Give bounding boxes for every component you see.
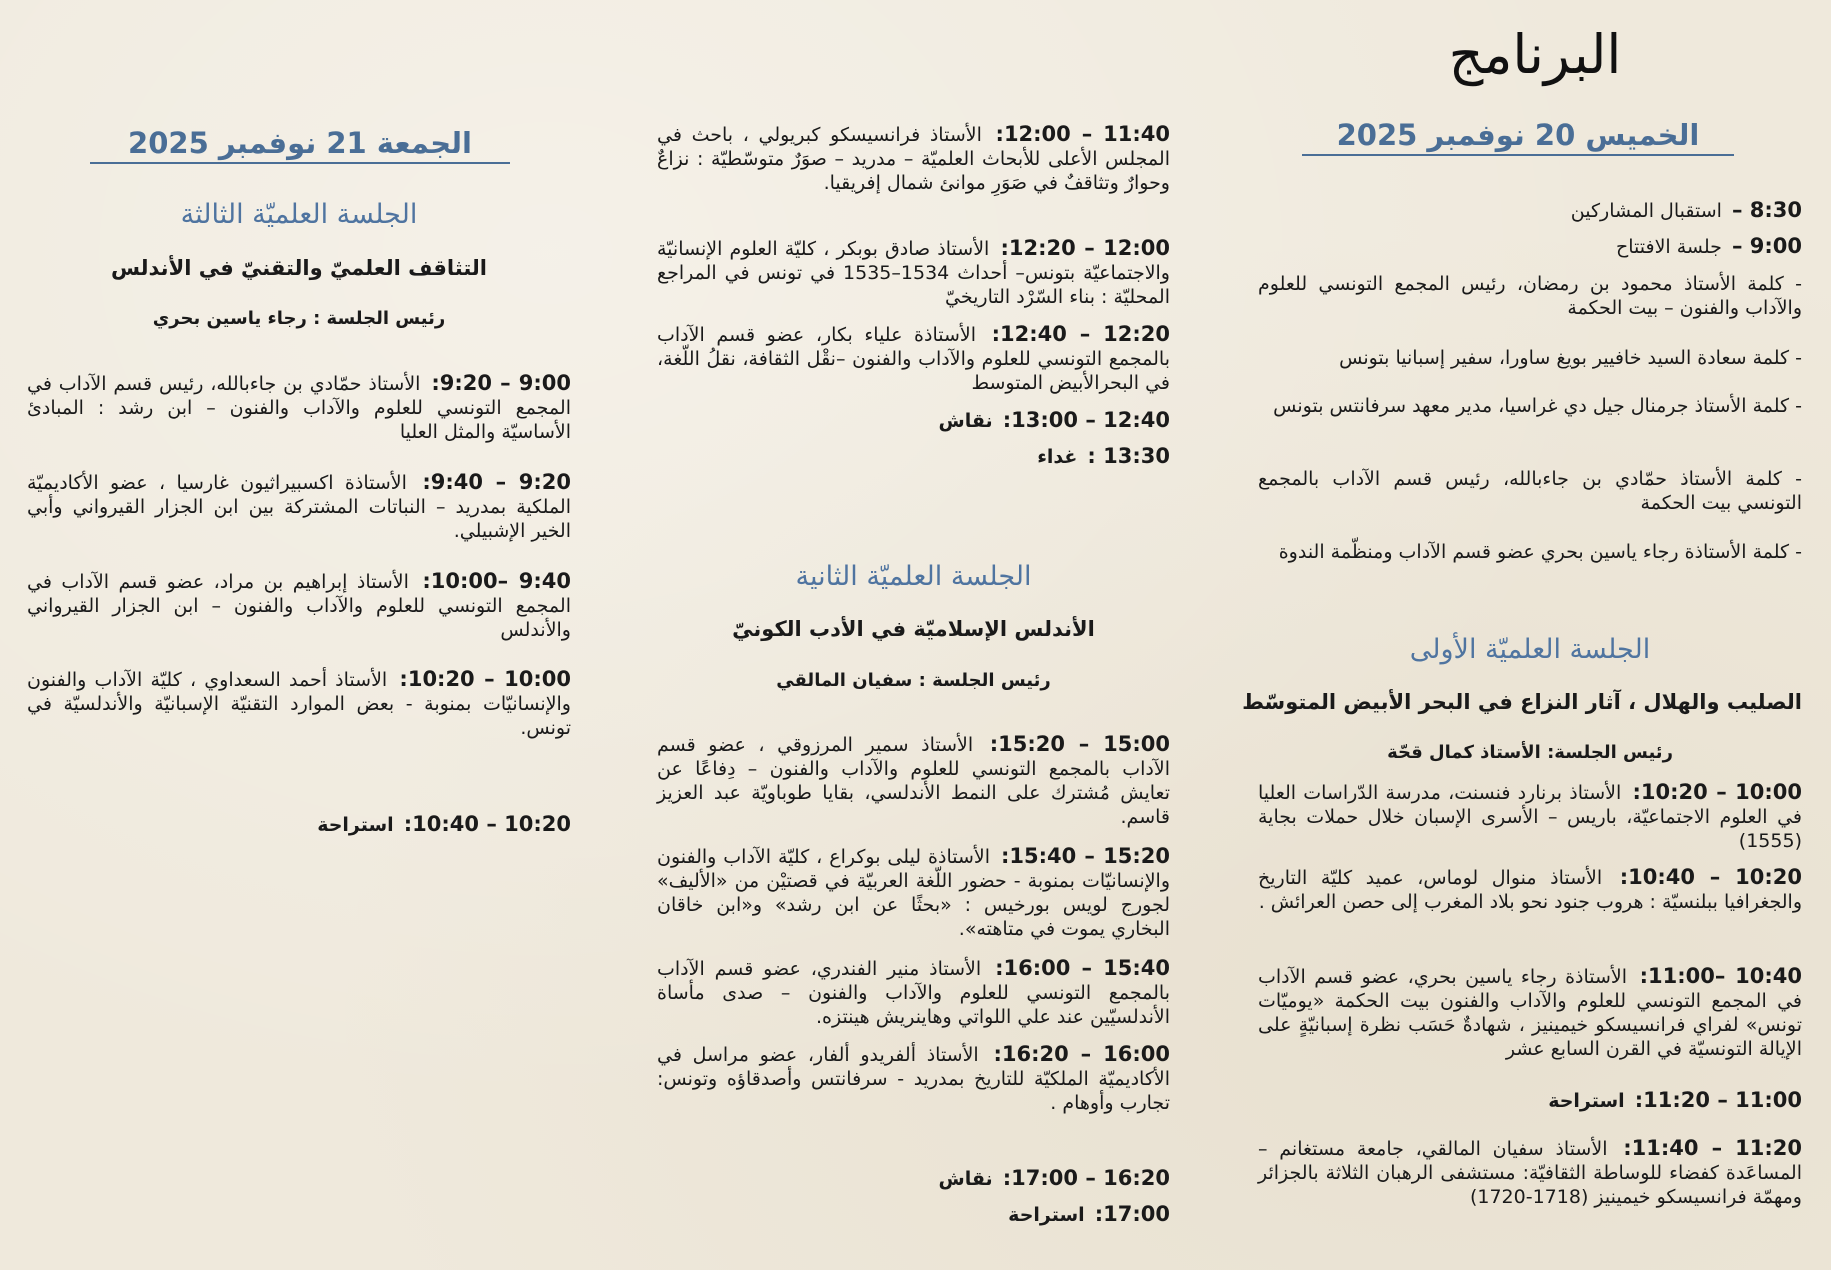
- item-time: 17:00:: [1094, 1202, 1170, 1226]
- item-time: 13:30 :: [1087, 444, 1170, 468]
- item-text: الأستاذة علياء بكار، عضو قسم الآداب بالمجمع التونسي للعلوم والآداب والفنون –نقْل الثقافة، نقلُ اللّغة، في البحرالأبيض المتوسط: [657, 324, 1170, 394]
- item-text: استراحة: [1548, 1090, 1625, 1112]
- day1-item: - كلمة الأستاذ حمّادي بن جاءبالله، رئيس قسم الآداب بالمجمع التونسي بيت الحكمة: [1258, 468, 1802, 514]
- middle-item: [657, 408, 1170, 433]
- item-time: 9:20 – 9:40:: [422, 470, 572, 494]
- session3-theme: التثاقف العلميّ والتقنيّ في الأندلس: [110, 256, 487, 280]
- session3-item: [27, 470, 571, 543]
- day1-item: [1258, 234, 1802, 259]
- session1-chair: رئيس الجلسة: الأستاذ كمال قحّة: [1387, 742, 1673, 763]
- session2-item: [657, 844, 1170, 941]
- item-text: الأستاذ برنارد فنسنت، مدرسة الدّراسات العليا في العلوم الاجتماعيّة، باريس – الأسرى الإسبان خلال حملات بجاية (1555): [1258, 782, 1802, 852]
- item-time: 9:40 –10:00:: [422, 569, 571, 593]
- item-text: نقاش: [938, 410, 993, 432]
- session1-item: [1258, 1088, 1802, 1113]
- session2-theme: الأندلس الإسلاميّة في الأدب الكونيّ: [732, 617, 1095, 641]
- day1-date: الخميس 20 نوفمبر 2025: [1302, 118, 1734, 156]
- item-text: الأستاذة رجاء ياسين بحري، عضو قسم الآداب في المجمع التونسي للعلوم والآداب والفنون بيت الحكمة «يوميّات تونس» لفراي فرانسيسكو خيمينيز ، شهادةٌ حَسَب نظرة إسبانيّةٍ على الإيالة التونسيّة في القرن السابع عشر: [1258, 966, 1802, 1060]
- session2-chair: رئيس الجلسة : سفيان المالقي: [776, 670, 1051, 691]
- item-text: جلسة الافتتاح: [1615, 236, 1722, 258]
- session1-title: الجلسة العلميّة الأولى: [1409, 634, 1651, 665]
- item-text: استراحة: [1008, 1204, 1085, 1226]
- item-time: 15:20 – 15:40:: [1000, 844, 1171, 868]
- session1-item: [1258, 780, 1802, 853]
- session2-item: [657, 1042, 1170, 1115]
- middle-item: [657, 322, 1170, 395]
- item-text: الأستاذ صادق بوبكر ، كليّة العلوم الإنسانيّة والاجتماعيّة بتونس– أحداث 1534–1535 في تونس في المراجع المحليّة : بناء السّرْد التاريخيّ: [657, 238, 1170, 308]
- session2-item: [657, 1166, 1170, 1191]
- session3-item: [27, 569, 571, 642]
- session3-item: [27, 667, 571, 740]
- item-text: الأستاذ سفيان المالقي، جامعة مستغانم – المساعَدة كفضاء للوساطة الثقافيّة: مستشفى الرهبان الثلاثة بالجزائر ومهمّة فرانسيسكو خيمينيز (1718-1720): [1258, 1138, 1802, 1208]
- session3-chair: رئيس الجلسة : رجاء ياسين بحري: [152, 308, 446, 329]
- item-text: غداء: [1037, 446, 1078, 468]
- item-time: 9:00 – 9:20:: [431, 371, 571, 395]
- day2-date: الجمعة 21 نوفمبر 2025: [90, 126, 510, 164]
- item-text: الأستاذ فرانسيسكو كبريولي ، باحث في المجلس الأعلى للأبحاث العلميّة – مدريد – صوَرٌ متوسّطيّة : نزاعٌ وحوارٌ وتثاقفٌ في صَوَرِ موانئ شمال إفريقيا.: [657, 124, 1170, 194]
- item-time: 10:00 – 10:20:: [399, 667, 571, 691]
- day1-item: - كلمة الأستاذة رجاء ياسين بحري عضو قسم الآداب ومنظّمة الندوة: [1278, 541, 1802, 563]
- middle-item: [657, 122, 1170, 195]
- item-text: الأستاذة ليلى بوكراع ، كليّة الآداب والفنون والإنسانيّات بمنوبة - حضور اللّغة العربيّة في قصتيْن من «الأليف» لجورج لويس بورخيس : «بحثًا عن ابن رشد» و«ابن خاقان البخاري يموت في متاهته».: [657, 846, 1170, 940]
- session2-item: [657, 732, 1170, 829]
- item-time: 11:00 – 11:20:: [1634, 1088, 1802, 1112]
- item-time: 11:40 – 12:00:: [995, 122, 1171, 146]
- session3-item: [27, 812, 571, 837]
- item-text: الأستاذ أحمد السعداوي ، كليّة الآداب والفنون والإنسانيّات بمنوبة - بعض الموارد التقنيّة الإسبانيّة والأندلسيّة في تونس.: [27, 669, 571, 739]
- item-time: 15:40 – 16:00:: [995, 956, 1170, 980]
- session1-theme: الصليب والهلال ، آثار النزاع في البحر الأبيض المتوسّط: [1242, 690, 1802, 714]
- item-text: الأستاذ منوال لوماس، عميد كليّة التاريخ والجغرافيا ببلنسيّة : هروب جنود نحو بلاد المغرب إلى حصن العرائش .: [1258, 867, 1802, 913]
- item-text: الأستاذة اكسبيراثيون غارسيا ، عضو الأكاديميّة الملكية بمدريد – النباتات المشتركة بين ابن الجزار القيرواني وأبي الخير الإشبيلي.: [27, 472, 571, 542]
- day1-item: - كلمة سعادة السيد خافيير بويغ ساورا، سفير إسبانيا بتونس: [1339, 347, 1802, 369]
- item-text: الأستاذ منير الفندري، عضو قسم الآداب بالمجمع التونسي للعلوم والآداب والفنون – صدى مأساة الأندلسيّين عند علي اللواتي وهاينريش هينتزه.: [657, 958, 1170, 1028]
- session2-title: الجلسة العلميّة الثانية: [795, 561, 1032, 592]
- session1-item: [1258, 1136, 1802, 1209]
- session3-item: [27, 371, 571, 444]
- session2-item: [657, 956, 1170, 1029]
- item-text: الأستاذ ألفريدو ألفار، عضو مراسل في الأكاديميّة الملكيّة للتاريخ بمدريد - سرفانتس وأصدقاؤه وتونس: تجارب وأوهام .: [657, 1044, 1170, 1114]
- item-time: 10:40 –11:00:: [1639, 964, 1802, 988]
- session1-item: [1258, 964, 1802, 1061]
- item-time: 16:20 – 17:00:: [1002, 1166, 1170, 1190]
- item-time: 10:20 – 10:40:: [403, 812, 571, 836]
- session3-title: الجلسة العلميّة الثالثة: [180, 199, 418, 230]
- item-time: 9:00 –: [1731, 234, 1802, 258]
- item-time: 8:30 –: [1731, 198, 1802, 222]
- item-time: 12:00 – 12:20:: [1000, 236, 1170, 260]
- item-text: الأستاذ إبراهيم بن مراد، عضو قسم الآداب في المجمع التونسي للعلوم والآداب والفنون – ابن الجزار القيرواني والأندلس: [27, 571, 571, 641]
- day1-item: - كلمة الأستاذ محمود بن رمضان، رئيس المجمع التونسي للعلوم والآداب والفنون – بيت الحكمة: [1258, 273, 1802, 319]
- item-time: 15:00 – 15:20:: [989, 732, 1170, 756]
- item-time: 12:40 – 13:00:: [1002, 408, 1170, 432]
- session2-item: [657, 1202, 1170, 1227]
- middle-item: [657, 444, 1170, 469]
- item-time: 10:00 – 10:20:: [1632, 780, 1803, 804]
- item-time: 12:20 – 12:40:: [991, 322, 1171, 346]
- day1-item: [1258, 198, 1802, 223]
- day1-item: - كلمة الأستاذ جرمنال جيل دي غراسيا، مدير معهد سرفانتس بتونس: [1273, 395, 1802, 417]
- middle-item: [657, 236, 1170, 309]
- item-time: 16:00 – 16:20:: [993, 1042, 1171, 1066]
- item-text: الأستاذ سمير المرزوقي ، عضو قسم الآداب بالمجمع التونسي للعلوم والآداب والفنون – دِفاعًا عن تعايش مُشترك على النمط الأندلسي، بقايا طوباويّة عبد العزيز قاسم.: [657, 734, 1170, 828]
- program-title: البرنامج: [1448, 23, 1622, 86]
- session1-item: [1258, 865, 1802, 914]
- item-text: الأستاذ حمّادي بن جاءبالله، رئيس قسم الآداب في المجمع التونسي للعلوم والآداب والفنون – ابن رشد : المبادئ الأساسيّة والمثل العليا: [27, 373, 571, 443]
- item-text: استراحة: [317, 814, 394, 836]
- item-time: 10:20 – 10:40:: [1619, 865, 1802, 889]
- item-time: 11:20 – 11:40:: [1623, 1136, 1803, 1160]
- item-text: استقبال المشاركين: [1570, 200, 1722, 222]
- item-text: نقاش: [938, 1168, 993, 1190]
